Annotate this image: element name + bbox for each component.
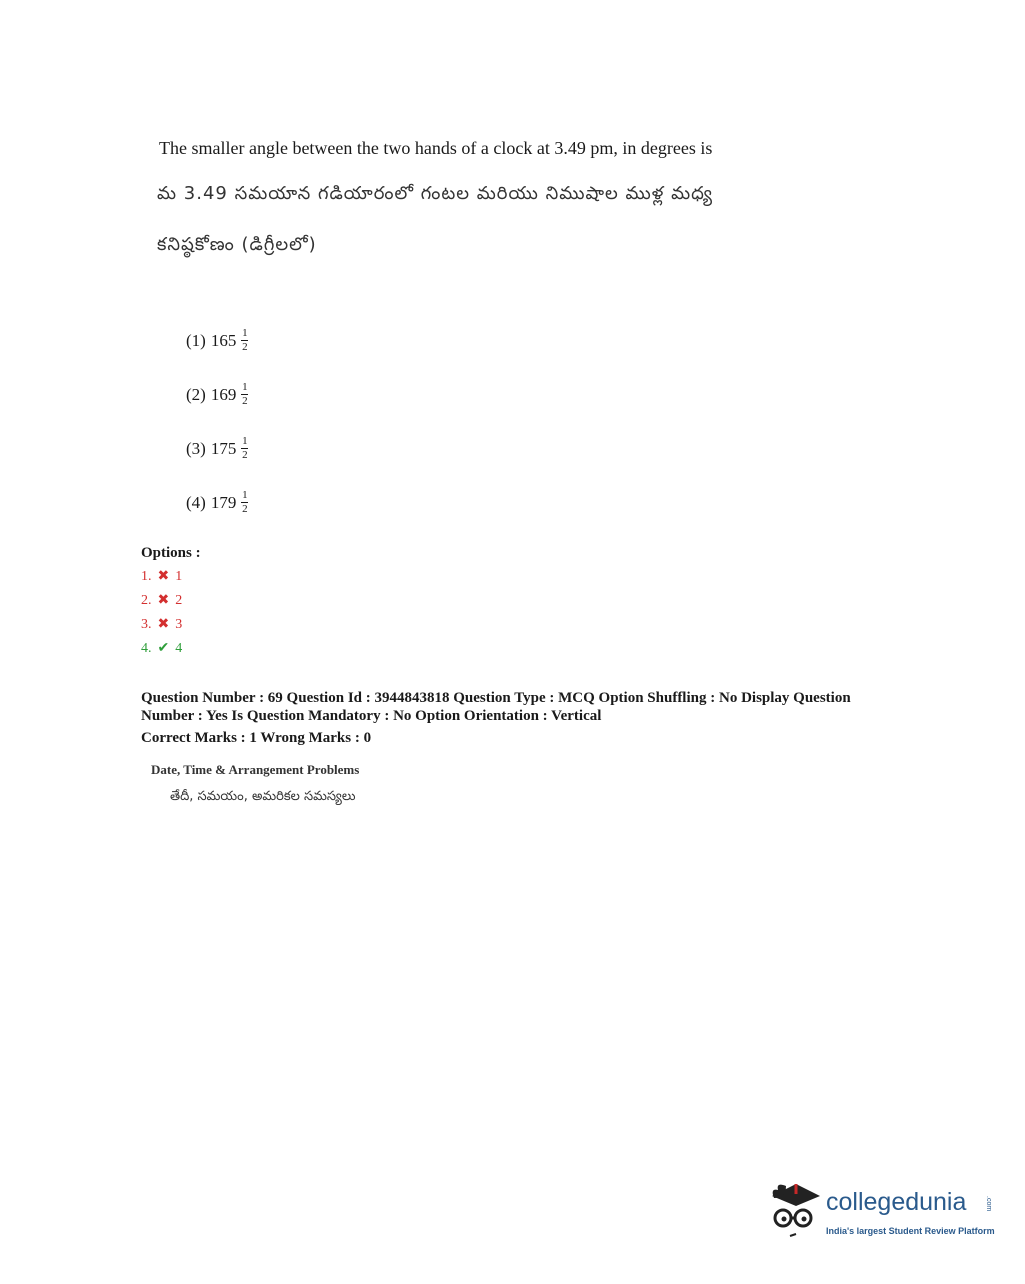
choice-4 [186, 490, 248, 515]
mascot-icon [766, 1178, 822, 1244]
choice-3 [186, 436, 248, 461]
option-3 [141, 616, 182, 633]
question-meta-line2: Number : Yes Is Question Mandatory : No Option Orientation : Vertical [141, 708, 602, 724]
logo-wordmark: collegedunia [826, 1188, 967, 1216]
option-index: 4. [141, 640, 152, 656]
fraction-denominator: 2 [242, 395, 248, 407]
option-value: 3 [175, 616, 183, 632]
option-4 [141, 640, 182, 657]
option-2 [141, 592, 182, 609]
fraction-numerator: 1 [242, 489, 248, 501]
choice-2 [186, 382, 248, 407]
cross-icon: ✖ [157, 569, 170, 584]
choice-whole: 175 [210, 438, 237, 458]
option-value: 4 [175, 640, 183, 656]
topic-english: Date, Time & Arrangement Problems [151, 762, 360, 777]
fraction-denominator: 2 [242, 449, 248, 461]
question-meta-line1: Question Number : 69 Question Id : 3944843818 Question Type : MCQ Option Shuffling : No Display Question [141, 690, 851, 706]
options-heading: Options : [141, 545, 201, 561]
question-meta-line3: Correct Marks : 1 Wrong Marks : 0 [141, 730, 372, 746]
choice-label: (1) [186, 330, 206, 350]
choice-fraction [241, 490, 248, 515]
option-value: 1 [175, 568, 183, 584]
cross-icon: ✖ [157, 617, 170, 632]
fraction-numerator: 1 [242, 381, 248, 393]
question-telugu-line1: మ 3.49 సమయాన గడియారంలో గంటల మరియు నిముషాల ముళ్ల మధ్య [157, 183, 713, 204]
check-icon: ✔ [157, 641, 170, 656]
choice-whole: 179 [210, 492, 237, 512]
choice-1 [186, 328, 248, 353]
fraction-numerator: 1 [242, 435, 248, 447]
choice-whole: 169 [210, 384, 237, 404]
fraction-denominator: 2 [242, 341, 248, 353]
choice-label: (4) [186, 492, 206, 512]
cross-icon: ✖ [157, 593, 170, 608]
choice-fraction [241, 382, 248, 407]
question-telugu-line2: కనిష్ఠకోణం (డిగ్రీలలో) [157, 234, 317, 255]
logo-tagline: India's largest Student Review Platform [826, 1226, 995, 1236]
topic-telugu: తేదీ, సమయం, అమరికల సమస్యలు [170, 789, 356, 804]
option-1 [141, 568, 182, 585]
collegedunia-logo[interactable] [766, 1178, 996, 1248]
choice-fraction [241, 436, 248, 461]
logo-suffix: .com [985, 1196, 992, 1212]
fraction-numerator: 1 [242, 327, 248, 339]
option-index: 1. [141, 568, 152, 584]
choice-label: (2) [186, 384, 206, 404]
option-value: 2 [175, 592, 183, 608]
question-english: The smaller angle between the two hands of a clock at 3.49 pm, in degrees is [159, 138, 713, 158]
choice-whole: 165 [210, 330, 237, 350]
option-index: 3. [141, 616, 152, 632]
option-index: 2. [141, 592, 152, 608]
choice-label: (3) [186, 438, 206, 458]
choice-fraction [241, 328, 248, 353]
fraction-denominator: 2 [242, 503, 248, 515]
